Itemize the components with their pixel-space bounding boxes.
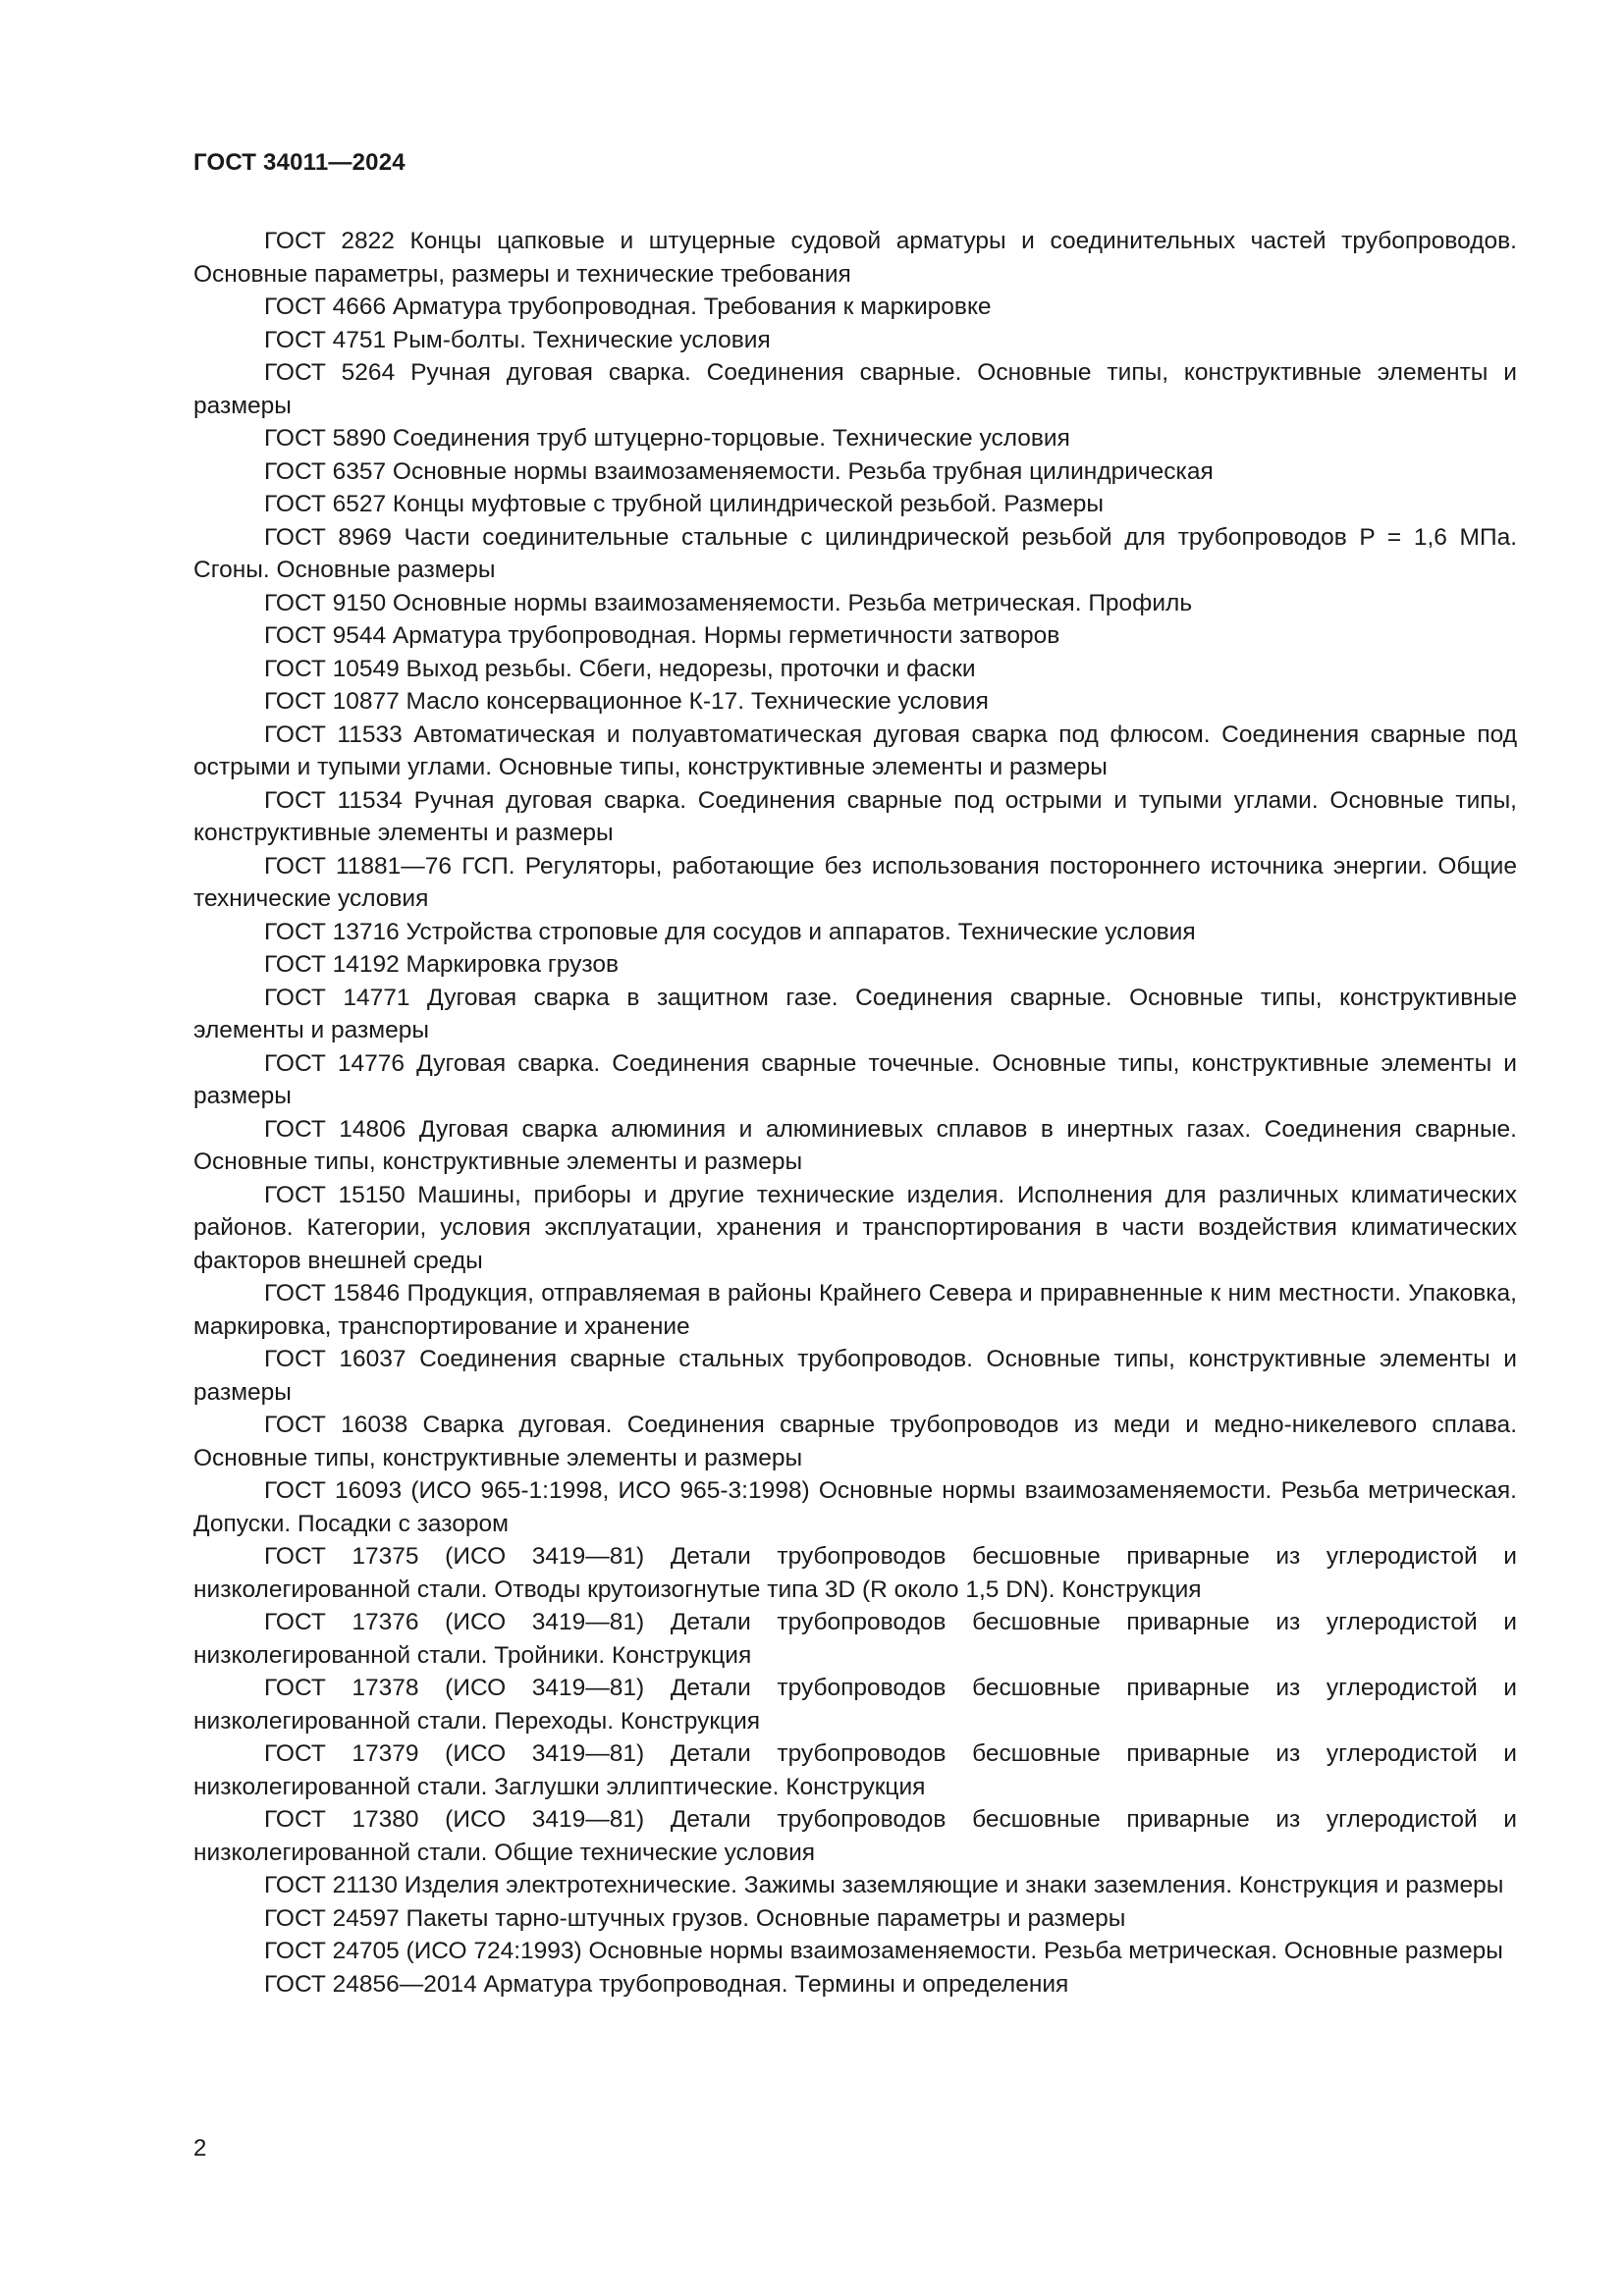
reference-item: ГОСТ 24705 (ИСО 724:1993) Основные нормы взаимозаменяемости. Резьба метрическая. Основные размеры	[264, 1938, 1503, 1964]
reference-item: ГОСТ 14776 Дуговая сварка. Соединения сварные точечные. Основные типы, конструктивные элементы и размеры	[193, 1049, 1517, 1109]
reference-item: ГОСТ 5264 Ручная дуговая сварка. Соединения сварные. Основные типы, конструктивные элементы и размеры	[193, 359, 1517, 419]
reference-item: ГОСТ 17376 (ИСО 3419—81) Детали трубопроводов бесшовные приварные из углеродистой и низколегированной стали. Тройники. Конструкция	[193, 1609, 1517, 1669]
page-number: 2	[193, 2135, 207, 2162]
reference-item: ГОСТ 17378 (ИСО 3419—81) Детали трубопроводов бесшовные приварные из углеродистой и низколегированной стали. Переходы. Конструкция	[193, 1675, 1517, 1735]
reference-item: ГОСТ 17375 (ИСО 3419—81) Детали трубопроводов бесшовные приварные из углеродистой и низколегированной стали. Отводы крутоизогнутые типа 3D (R около 1,5 DN). Конструкция	[193, 1543, 1517, 1603]
reference-item: ГОСТ 14192 Маркировка грузов	[264, 951, 619, 978]
reference-item: ГОСТ 21130 Изделия электротехнические. Зажимы заземляющие и знаки заземления. Конструкция и размеры	[264, 1872, 1504, 1898]
reference-item: ГОСТ 11881—76 ГСП. Регуляторы, работающие без использования постороннего источника энергии. Общие технические условия	[193, 852, 1517, 912]
reference-item: ГОСТ 24597 Пакеты тарно-штучных грузов. Основные параметры и размеры	[264, 1904, 1126, 1932]
reference-item: ГОСТ 24856—2014 Арматура трубопроводная. Термины и определения	[264, 1970, 1069, 1998]
reference-item: ГОСТ 4751 Рым-болты. Технические условия	[264, 326, 771, 353]
reference-item: ГОСТ 16038 Сварка дуговая. Соединения сварные трубопроводов из меди и медно-никелевого сплава. Основные типы, конструктивные элементы и размеры	[193, 1412, 1517, 1471]
reference-item: ГОСТ 14806 Дуговая сварка алюминия и алюминиевых сплавов в инертных газах. Соединения сварные. Основные типы, конструктивные элементы и размеры	[193, 1115, 1517, 1175]
reference-item: ГОСТ 11534 Ручная дуговая сварка. Соединения сварные под острыми и тупыми углами. Основные типы, конструктивные элементы и размеры	[193, 786, 1517, 846]
normative-references-list	[193, 225, 1517, 2001]
document-header: ГОСТ 34011—2024	[193, 149, 406, 176]
reference-item: ГОСТ 17379 (ИСО 3419—81) Детали трубопроводов бесшовные приварные из углеродистой и низколегированной стали. Заглушки эллиптические. Конструкция	[193, 1740, 1517, 1800]
reference-item: ГОСТ 10877 Масло консервационное К-17. Технические условия	[264, 688, 989, 715]
reference-item: ГОСТ 17380 (ИСО 3419—81) Детали трубопроводов бесшовные приварные из углеродистой и низколегированной стали. Общие технические условия	[193, 1806, 1517, 1866]
reference-item: ГОСТ 11533 Автоматическая и полуавтоматическая дуговая сварка под флюсом. Соединения сварные под острыми и тупыми углами. Основные типы, конструктивные элементы и размеры	[193, 721, 1517, 780]
reference-item: ГОСТ 13716 Устройства строповые для сосудов и аппаратов. Технические условия	[264, 918, 1196, 945]
reference-item: ГОСТ 10549 Выход резьбы. Сбеги, недорезы, проточки и фаски	[264, 655, 976, 682]
reference-item: ГОСТ 15150 Машины, приборы и другие технические изделия. Исполнения для различных климатических районов. Категории, условия эксплуатации, хранения и транспортирования в части воздействия климатических факторов внешней среды	[193, 1181, 1517, 1274]
reference-item: ГОСТ 4666 Арматура трубопроводная. Требования к маркировке	[264, 294, 992, 320]
reference-item: ГОСТ 16037 Соединения сварные стальных трубопроводов. Основные типы, конструктивные элементы и размеры	[193, 1346, 1517, 1406]
reference-item: ГОСТ 5890 Соединения труб штуцерно-торцовые. Технические условия	[264, 425, 1070, 452]
reference-item: ГОСТ 14771 Дуговая сварка в защитном газе. Соединения сварные. Основные типы, конструктивные элементы и размеры	[193, 984, 1517, 1043]
reference-item: ГОСТ 6357 Основные нормы взаимозаменяемости. Резьба трубная цилиндрическая	[264, 457, 1214, 485]
reference-item: ГОСТ 15846 Продукция, отправляемая в районы Крайнего Севера и приравненные к ним местности. Упаковка, маркировка, транспортирование и хранение	[193, 1280, 1517, 1340]
reference-item: ГОСТ 2822 Концы цапковые и штуцерные судовой арматуры и соединительных частей трубопроводов. Основные параметры, размеры и технические требования	[193, 228, 1517, 288]
reference-item: ГОСТ 16093 (ИСО 965-1:1998, ИСО 965-3:1998) Основные нормы взаимозаменяемости. Резьба метрическая. Допуски. Посадки с зазором	[193, 1477, 1517, 1537]
reference-item: ГОСТ 9544 Арматура трубопроводная. Нормы герметичности затворов	[264, 622, 1060, 649]
reference-item: ГОСТ 8969 Части соединительные стальные с цилиндрической резьбой для трубопроводов P = 1,6 МПа. Сгоны. Основные размеры	[193, 523, 1517, 583]
reference-item: ГОСТ 9150 Основные нормы взаимозаменяемости. Резьба метрическая. Профиль	[264, 589, 1193, 616]
reference-item: ГОСТ 6527 Концы муфтовые с трубной цилиндрической резьбой. Размеры	[264, 491, 1105, 517]
